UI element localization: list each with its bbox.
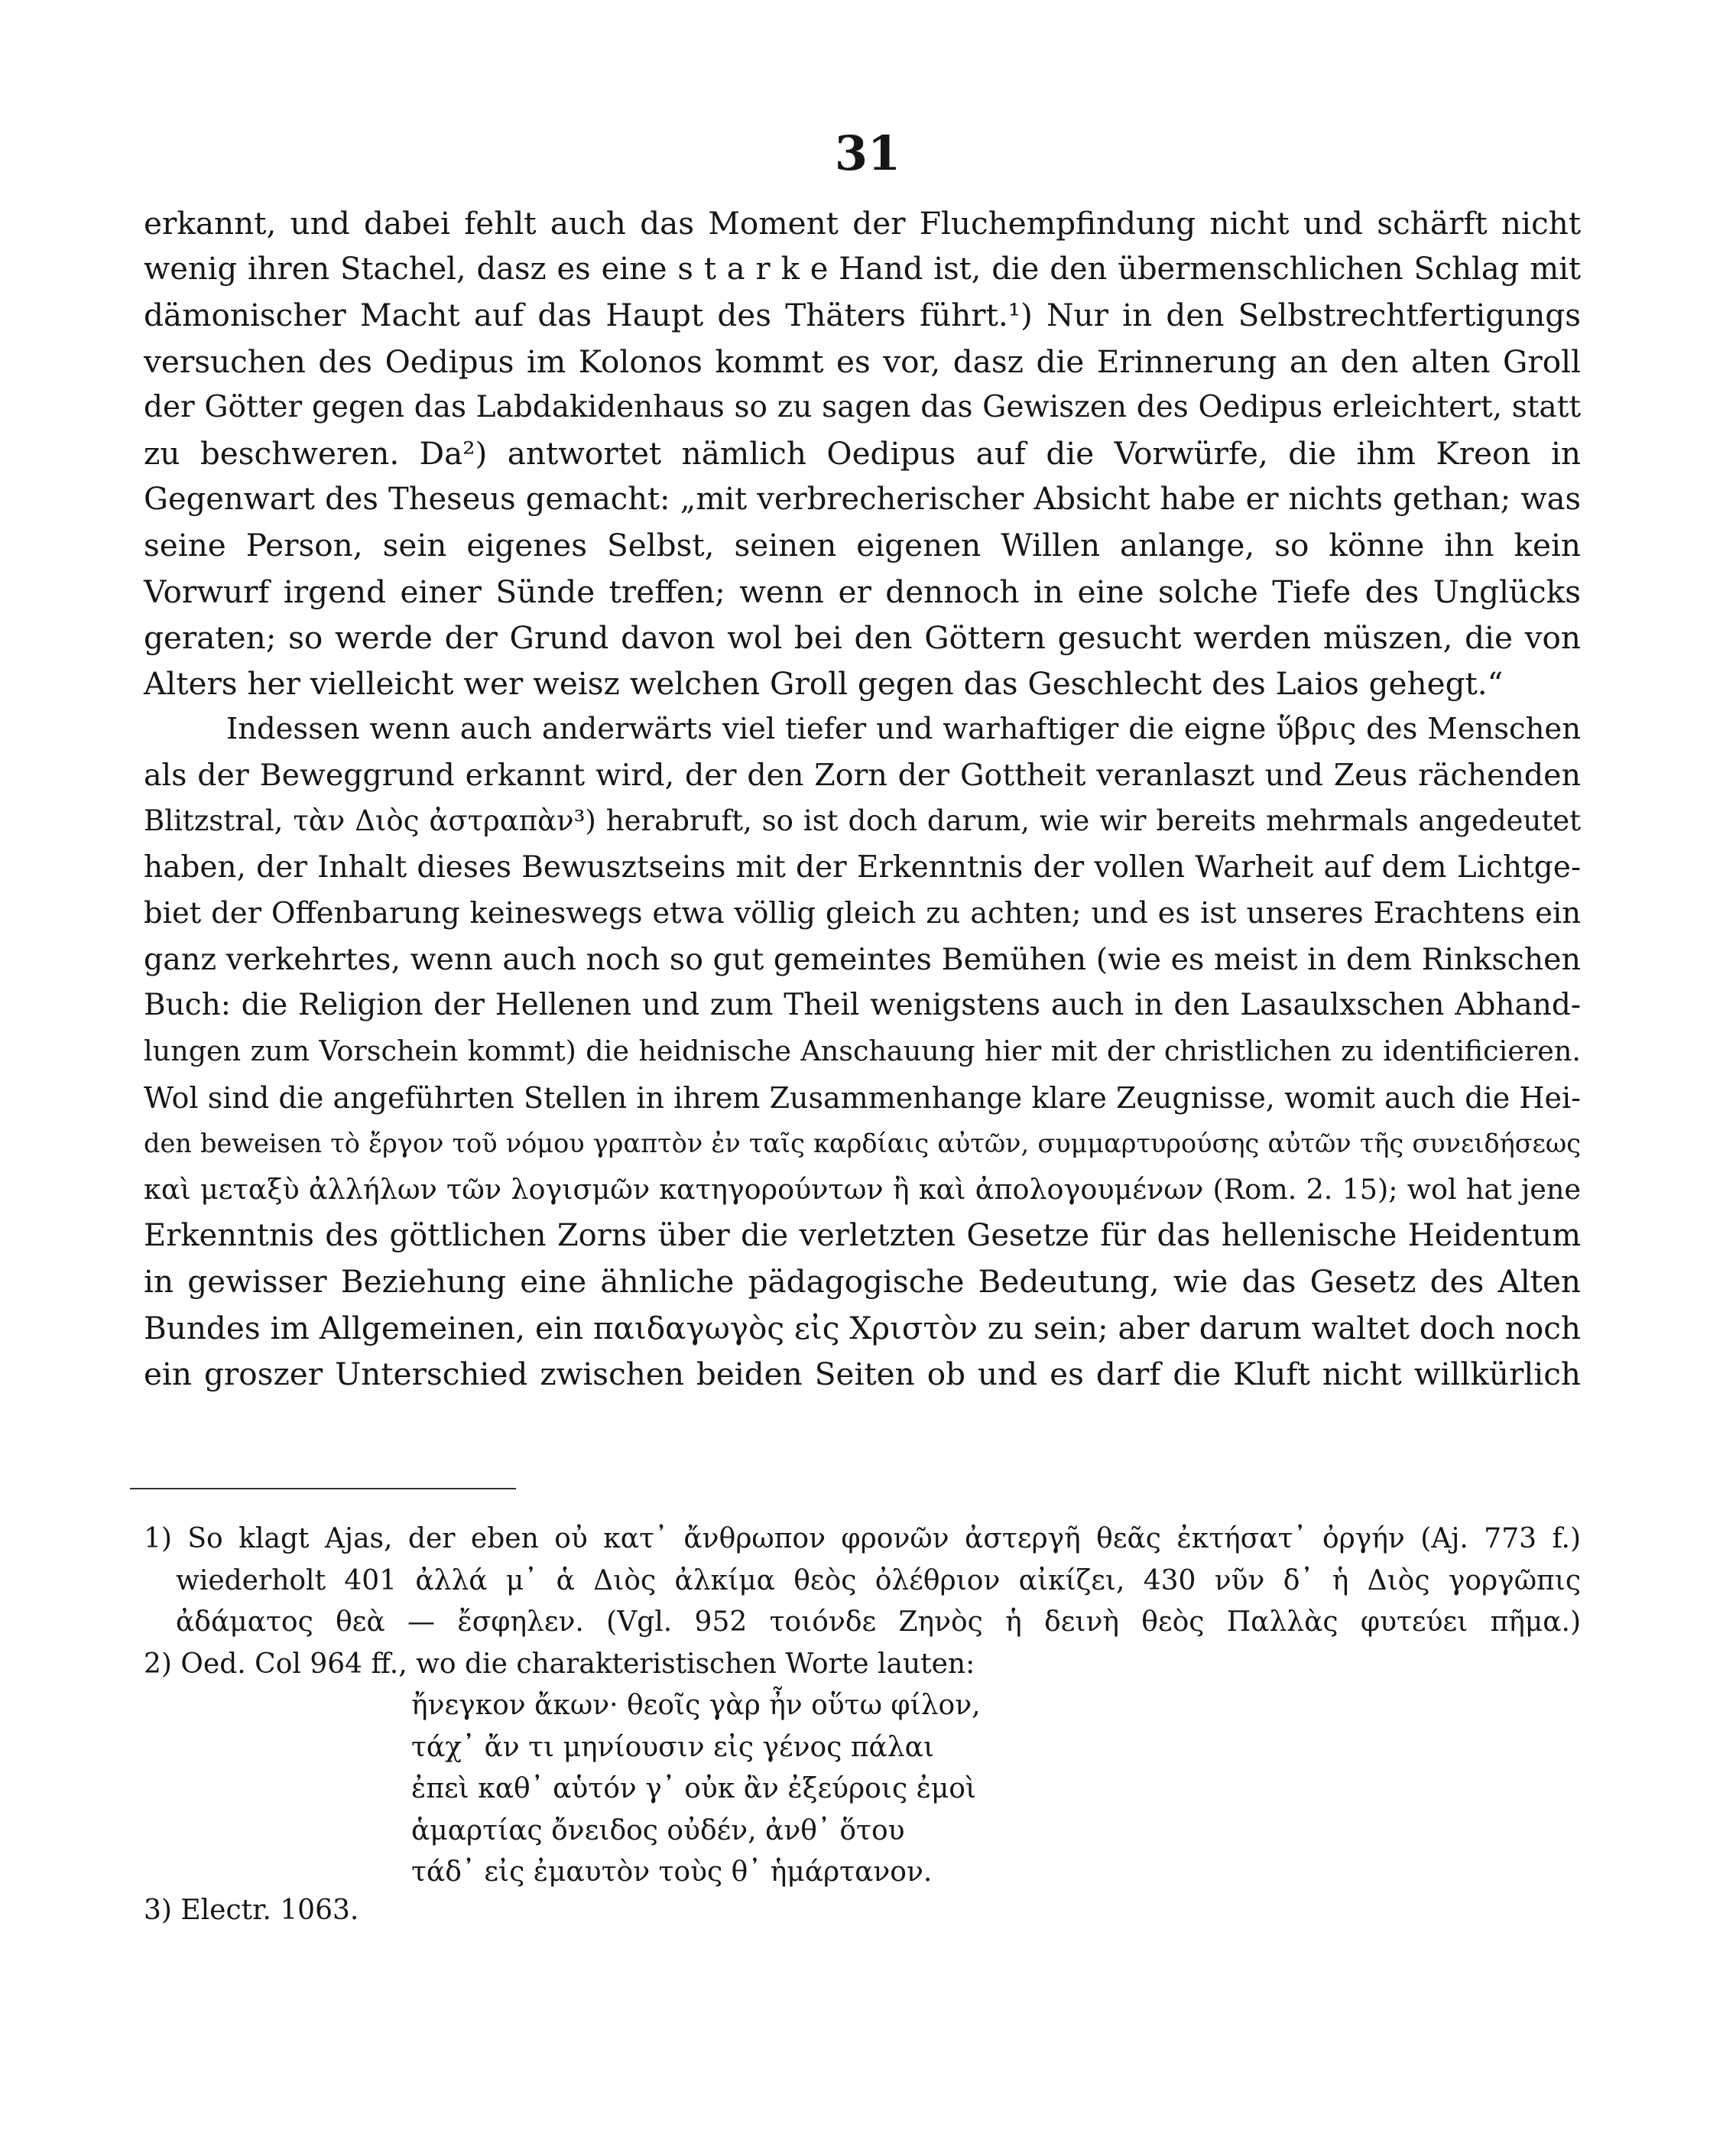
text-line: Bundes im Allgemeinen, ein παιδαγωγὸς εἰς Χριστὸν zu sein; aber darum waltet doch noch: [144, 1309, 1581, 1346]
text-line: Blitzstral, τὰν Διὸς ἀστραπὰν³) herabruft, so ist doch darum, wie wir bereits mehrmals angedeutet: [144, 804, 1581, 838]
text-line: dämonischer Macht auf das Haupt des Thäters führt.¹) Nur in den Selbstrechtfertigungs: [144, 297, 1581, 334]
verse-line: τάδ᾽ εἰς ἐμαυτὸν τοὺς θ᾽ ἡμάρτανον.: [411, 1856, 933, 1888]
verse-line: ἐπεὶ καθ᾽ αὑτόν γ᾽ οὐκ ἂν ἐξεύροις ἐμοὶ: [411, 1773, 977, 1804]
main-text: [144, 200, 1581, 1397]
text-line: Alters her vielleicht wer weisz welchen Groll gegen das Geschlecht des Laios gehegt.“: [144, 664, 1504, 702]
text-line: seine Person, sein eigenes Selbst, seinen eigenen Willen anlange, so könne ihn kein: [144, 527, 1581, 564]
footnote-3: 3) Electr. 1063.: [144, 1895, 359, 1926]
text-line: wenig ihren Stachel, dasz es eine s t a r k e Hand ist, die den übermenschlichen Schlag mit: [144, 252, 1581, 287]
text-line: Wol sind die angeführten Stellen in ihrem Zusammenhange klare Zeugnisse, womit auch die Hei-: [144, 1080, 1581, 1115]
footnote-divider: [130, 1488, 516, 1489]
text-line: versuchen des Oedipus im Kolonos kommt es vor, dasz die Erinnerung an den alten Groll: [144, 343, 1581, 380]
text-line: Indessen wenn auch anderwärts viel tiefer und warhaftiger die eigne ὕβρις des Menschen: [226, 712, 1581, 747]
footnote-2-line: 2) Oed. Col 964 ff., wo die charakteristischen Worte lauten:: [144, 1648, 975, 1680]
text-line: ein groszer Unterschied zwischen beiden Seiten ob und es darf die Kluft nicht willkürlich: [144, 1355, 1581, 1392]
text-line: Buch: die Religion der Hellenen und zum Theil wenigstens auch in den Lasaulxschen Abhand-: [144, 988, 1581, 1023]
text-line: ganz verkehrtes, wenn auch noch so gut gemeintes Bemühen (wie es meist in dem Rinkschen: [144, 942, 1581, 977]
text-line: geraten; so werde der Grund davon wol bei den Göttern gesucht werden müszen, die von: [144, 619, 1581, 656]
text-line: καὶ μεταξὺ ἀλλήλων τῶν λογισμῶν κατηγορούντων ἢ καὶ ἀπολογουμένων (Rom. 2. 15); wol hat jene: [144, 1172, 1581, 1206]
verse-line: ἤνεγκον ἄκων· θεοῖς γὰρ ἦν οὕτω φίλον,: [411, 1690, 981, 1721]
text-line: Erkenntnis des göttlichen Zorns über die verletzten Gesetze für das hellenische Heidentum: [144, 1218, 1581, 1254]
text-line: erkannt, und dabei fehlt auch das Moment der Fluchempfindung nicht und schärft nicht: [144, 205, 1581, 242]
footnote-1-line: ἀδάματος θεὰ — ἔσφηλεν. (Vgl. 952 τοιόνδε Ζηνὸς ἡ δεινὴ θεὸς Παλλὰς φυτεύει πῆμα.): [176, 1606, 1581, 1638]
verse-line: ἁμαρτίας ὄνειδος οὐδέν, ἀνθ᾽ ὅτου: [411, 1814, 905, 1846]
text-line: Gegenwart des Theseus gemacht: „mit verbrecherischer Absicht habe er nichts gethan; was: [144, 482, 1581, 518]
footnote-1-line: 1) So klagt Ajas, der eben οὐ κατ᾽ ἄνθρωπον φρονῶν ἀστεργῆ θεᾶς ἐκτήσατ᾽ ὀργήν (Aj. 773 f.): [144, 1523, 1581, 1554]
text-line: als der Beweggrund erkannt wird, der den Zorn der Gottheit veranlaszt und Zeus rächenden: [144, 758, 1581, 794]
text-line: biet der Offenbarung keineswegs etwa völlig gleich zu achten; und es ist unseres Erachtens ein: [144, 895, 1581, 930]
text-line: zu beschweren. Da²) antwortet nämlich Oedipus auf die Vorwürfe, die ihm Kreon in: [144, 434, 1581, 472]
footnotes: [144, 1518, 1581, 1894]
text-line: Vorwurf irgend einer Sünde treffen; wenn er dennoch in eine solche Tiefe des Unglücks: [144, 573, 1581, 610]
verse-line: τάχ᾽ ἄν τι μηνίουσιν εἰς γένος πάλαι: [411, 1731, 935, 1763]
page-number: 31: [834, 125, 901, 181]
text-line: haben, der Inhalt dieses Bewusztseins mit der Erkenntnis der vollen Warheit auf dem Lichtge-: [144, 849, 1581, 885]
text-line: lungen zum Vorschein kommt) die heidnische Anschauung hier mit der christlichen zu identificieren.: [144, 1034, 1581, 1068]
footnote-1-line: wiederholt 401 ἀλλά μ᾽ ἁ Διὸς ἀλκίμα θεὸς ὀλέθριον αἰκίζει, 430 νῦν δ᾽ ἡ Διὸς γοργῶπις: [176, 1564, 1581, 1596]
text-line: der Götter gegen das Labdakidenhaus so zu sagen das Gewiszen des Oedipus erleichtert, statt: [144, 389, 1581, 424]
text-line: den beweisen τὸ ἔργον τοῦ νόμου γραπτὸν ἐν ταῖς καρδίαις αὐτῶν, συμμαρτυρούσης αὐτῶν τῆς συνειδήσεως: [144, 1128, 1581, 1158]
text-line: in gewisser Beziehung eine ähnliche pädagogische Bedeutung, wie das Gesetz des Alten: [144, 1263, 1581, 1301]
